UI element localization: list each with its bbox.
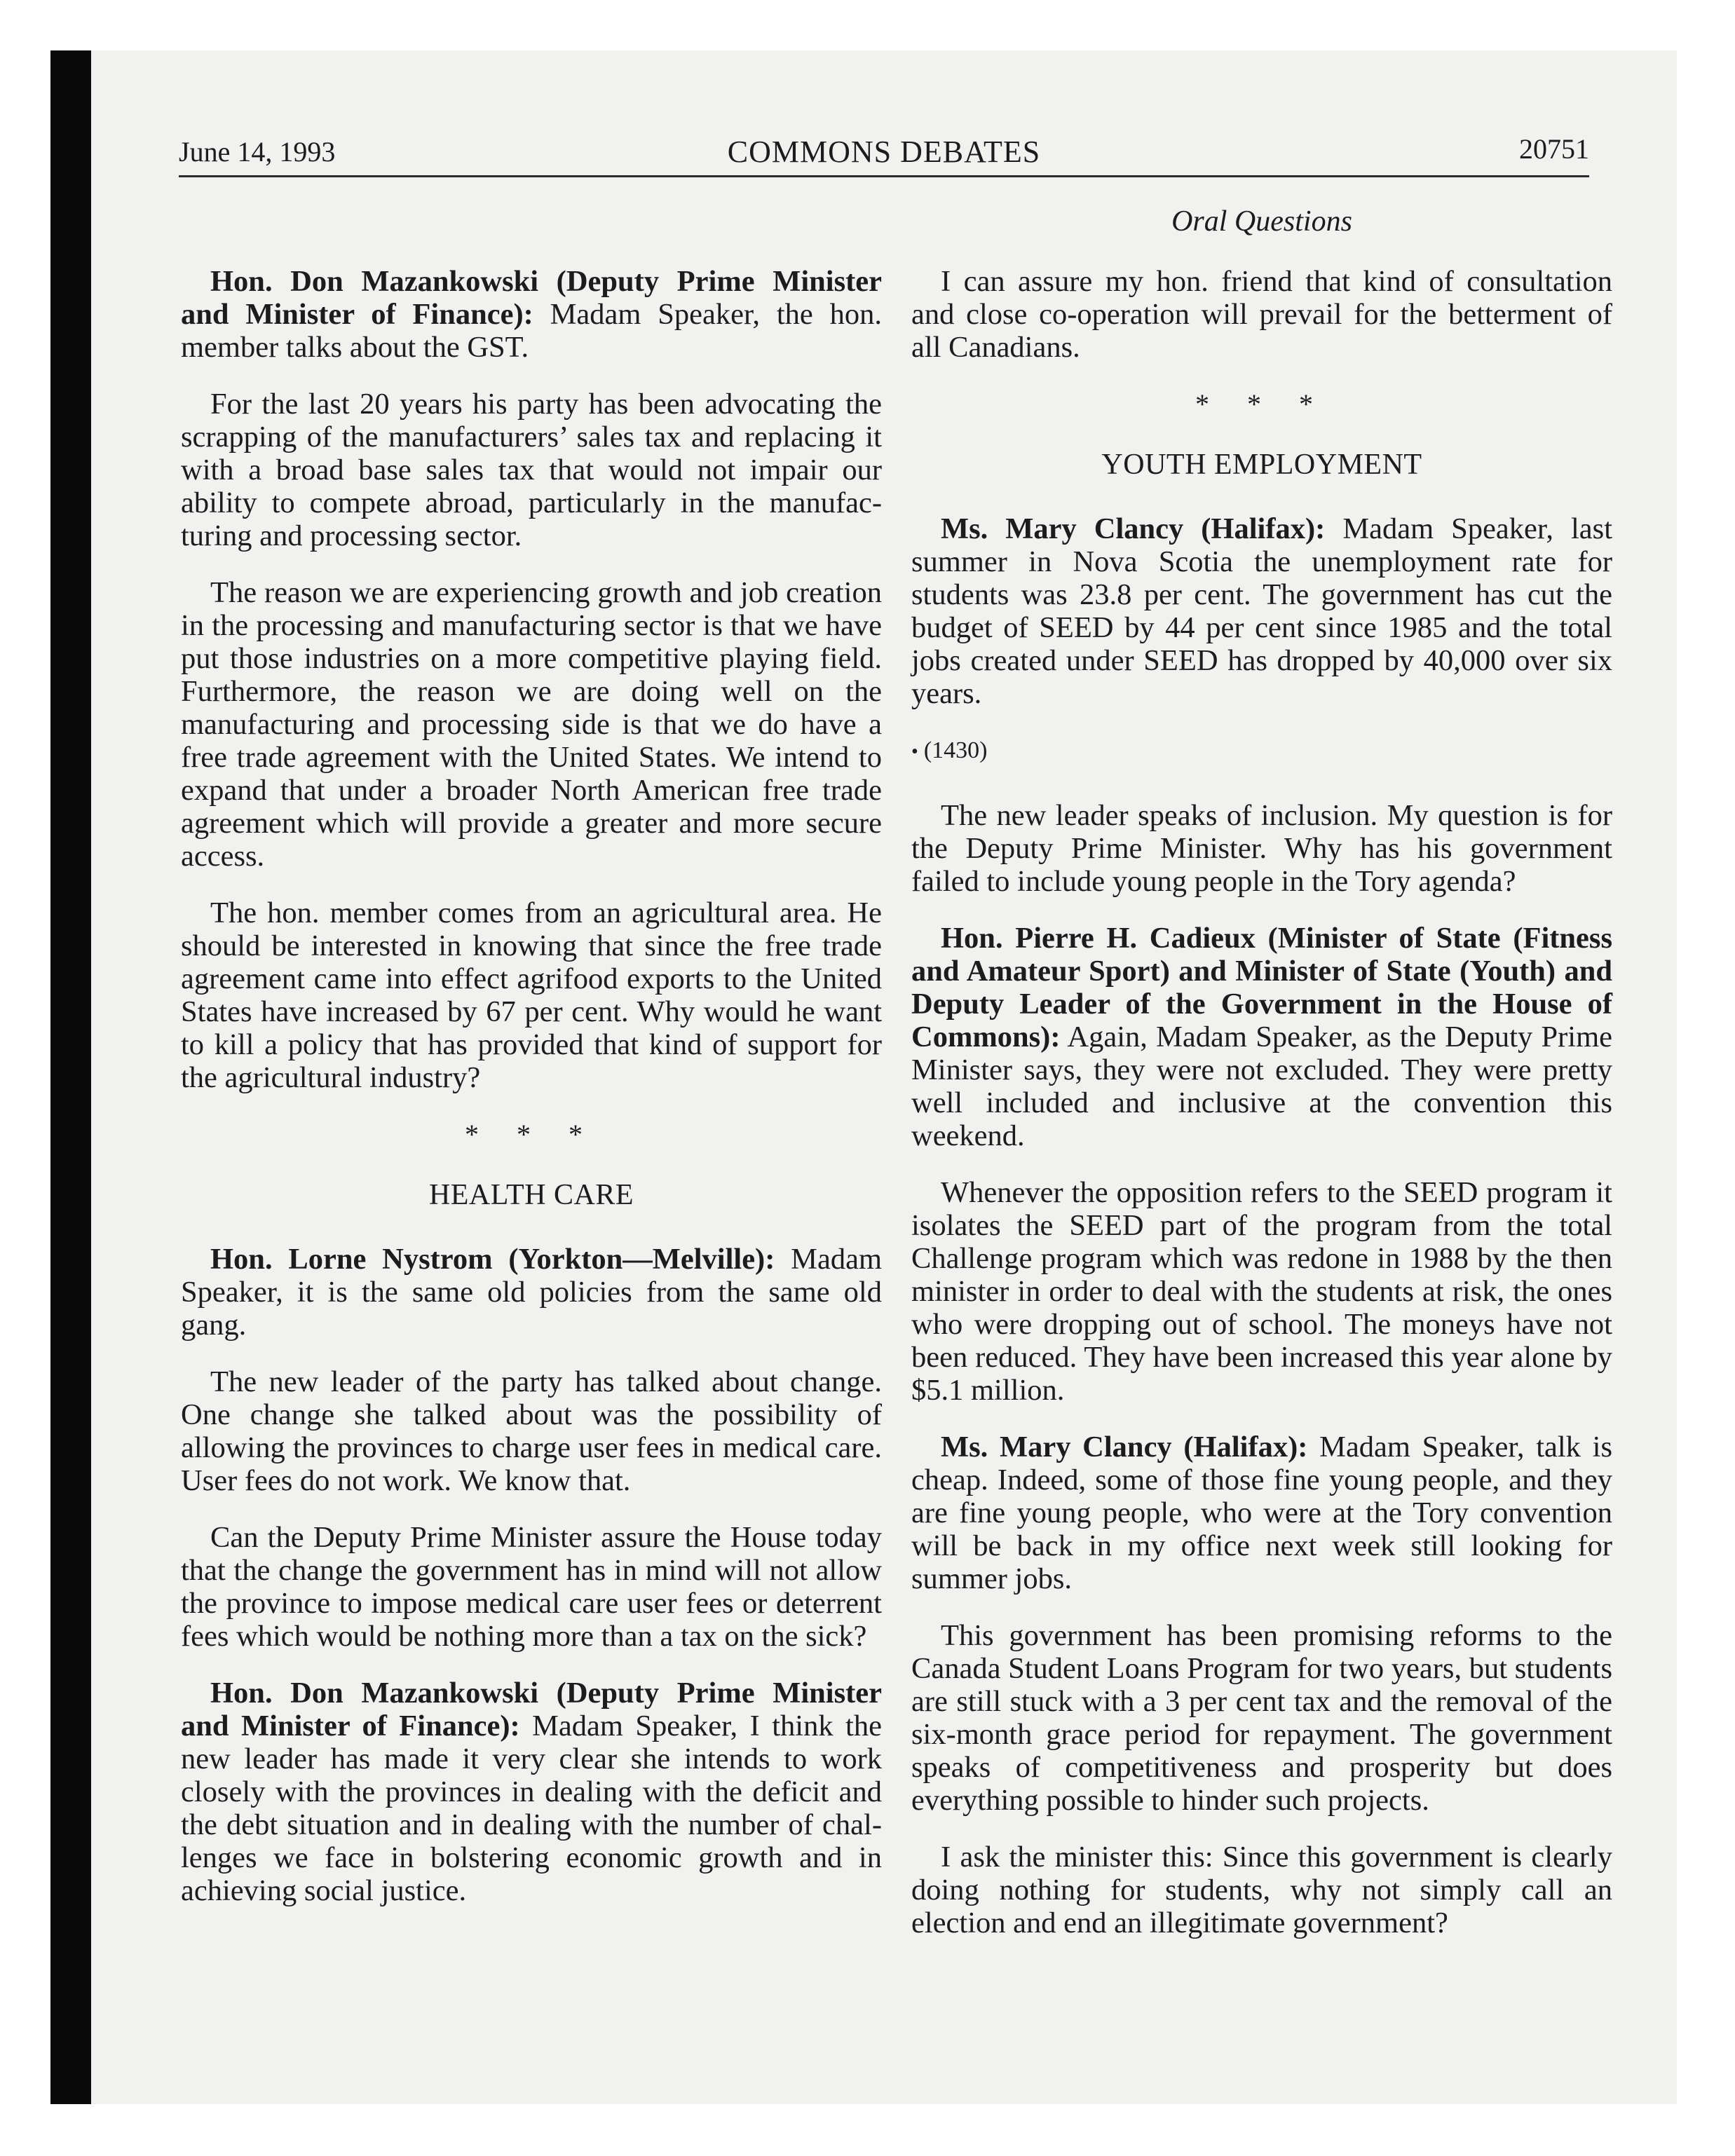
section-divider: * * * <box>1195 388 1328 420</box>
timestamp-text: (1430) <box>923 737 988 763</box>
paragraph: This government has been promising reforms to the Canada Student Loans Program for two years, but students are still stuck with a 3 per cent tax and the removal of the six-month grace period for repayment. The government speaks of competitiveness and prosperity but does everything possible to hinder such projects. <box>911 1619 1612 1817</box>
paragraph: I ask the minister this: Since this government is clearly doing nothing for students, why not simply call an election and end an illegitimate government? <box>911 1841 1612 1939</box>
timestamp <box>911 734 1612 768</box>
paragraph-text: Madam Speaker, last summer in Nova Scotia the unemployment rate for students was 23.8 per cent. The government has cut the budget of SEED by 44 per cent since 1985 and the total jobs created under SEED has dropped by 40,000 over six years. <box>911 512 1612 710</box>
left-column <box>181 265 882 1931</box>
paragraph: The reason we are experiencing growth and job creation in the processing and manufacturing sector is that we have put those industries on a more competitive playing field. Furthermore, the reason we are doing well on the manufacturing and processing side is that we do have a free trade agreement with the United States. We intend to expand that under a broader North American free trade agreement which will provide a greater and more secure access. <box>181 576 882 873</box>
paragraph-text: Madam Speaker, talk is cheap. Indeed, some of those fine young people, and they are fine young people, who were at the Tory convention will be back in my office next week still looking for summer jobs. <box>911 1431 1612 1595</box>
section-label: Oral Questions <box>1171 205 1352 238</box>
paragraph <box>911 1431 1612 1595</box>
paragraph: The new leader of the party has talked about change. One change she talked about was the possibility of allowing the provinces to charge user fees in medical care. User fees do not work. We know that. <box>181 1365 882 1497</box>
paragraph <box>911 512 1612 710</box>
paragraph <box>911 922 1612 1152</box>
paragraph <box>181 1677 882 1907</box>
scan-edge <box>50 50 91 2104</box>
speaker-name: Hon. Don Mazankowski (Deputy Prime Minister and Minister of Finance): <box>181 1677 882 1742</box>
paragraph: The hon. member comes from an agricultural area. He should be interested in knowing that since the free trade agreement came into effect agrifood exports to the United States have increased by 67 per cent. Why would he want to kill a policy that has provided that kind of support for the agricultural industry? <box>181 896 882 1094</box>
paragraph <box>181 1243 882 1342</box>
section-heading: HEALTH CARE <box>428 1179 634 1211</box>
speaker-name: Hon. Don Mazankowski (Deputy Prime Minister and Minister of Finance): <box>181 265 882 331</box>
speaker-name: Hon. Pierre H. Cadieux (Minister of State (Fitness and Amateur Sport) and Minister of State (Youth) and Deputy Leader of the Government in the House of Commons): <box>911 922 1612 1053</box>
page-number: 20751 <box>1519 133 1589 165</box>
paragraph: The new leader speaks of inclusion. My question is for the Deputy Prime Minister. Why has his government failed to include young people in the Tory agenda? <box>911 799 1612 898</box>
paragraph-text: Madam Speaker, I think the new leader has made it very clear she intends to work closely with the provinces in dealing with the deficit and the debt situation and in dealing with the number of challenges we face in bolstering economic growth and in achieving social justice. <box>181 1710 882 1907</box>
paragraph-text: Madam Speaker, it is the same old policies from the same old gang. <box>181 1243 882 1342</box>
running-head <box>179 130 1589 177</box>
paragraph: Whenever the opposition refers to the SEED program it isolates the SEED part of the program from the total Challenge program which was redone in 1988 by the then minister in order to deal with the students at risk, the ones who were dropping out of school. The moneys have not been reduced. They have been increased this year alone by $5.1 million. <box>911 1176 1612 1407</box>
paragraph: Can the Deputy Prime Minister assure the House today that the change the government has in mind will not allow the province to impose medical care user fees or deterrent fees which would be nothing more than a tax on the sick? <box>181 1521 882 1653</box>
section-divider: * * * <box>465 1119 598 1150</box>
speaker-name: Hon. Lorne Nystrom (Yorkton—Melville): <box>210 1243 775 1276</box>
section-heading: YOUTH EMPLOYMENT <box>1101 449 1422 481</box>
right-column <box>911 265 1612 1963</box>
paragraph: For the last 20 years his party has been advocating the scrapping of the manufacturers’ sales tax and replacing it with a broad base sales tax that would not impair our ability to compete abroad, particularly in the manufacturing and processing sector. <box>181 388 882 552</box>
header-title: COMMONS DEBATES <box>727 135 1041 169</box>
paragraph: I can assure my hon. friend that kind of consultation and close co-operation will prevail for the betterment of all Canadians. <box>911 265 1612 364</box>
speaker-name: Ms. Mary Clancy (Halifax): <box>941 512 1326 545</box>
paragraph-text: Madam Speaker, the hon. member talks about the GST. <box>181 298 882 364</box>
speaker-name: Ms. Mary Clancy (Halifax): <box>941 1431 1308 1464</box>
paragraph-text: Again, Madam Speaker, as the Deputy Prime Minister says, they were not excluded. They were pretty well included and inclusive at the convention this weekend. <box>911 1021 1612 1152</box>
bullet-icon: • <box>911 741 918 763</box>
header-date: June 14, 1993 <box>179 136 336 168</box>
paragraph <box>181 265 882 364</box>
